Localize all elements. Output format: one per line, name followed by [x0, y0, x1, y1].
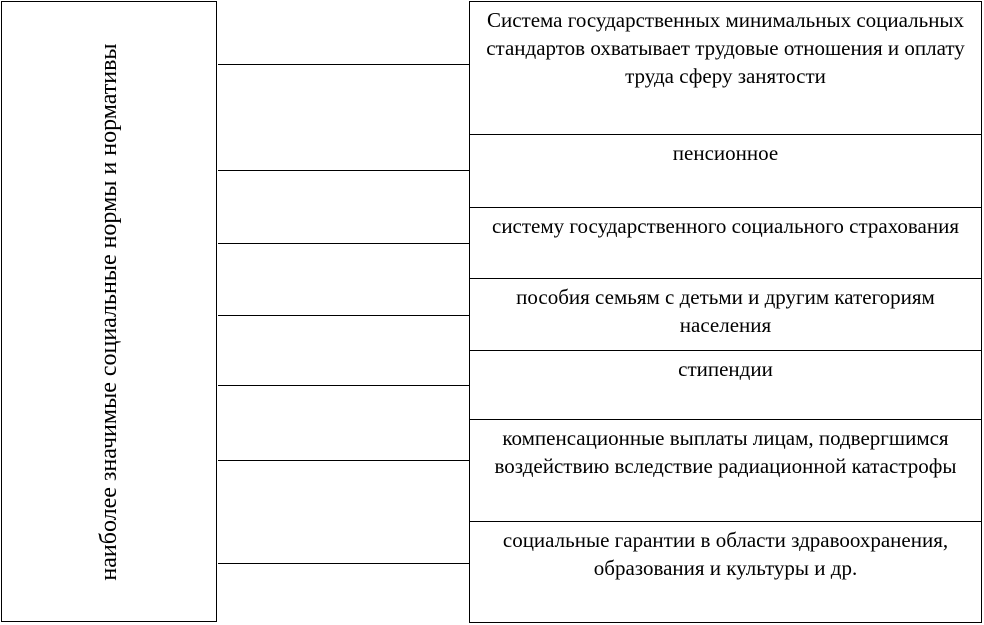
- connector-line-2: [218, 170, 469, 171]
- scholarships-text: стипендии: [678, 357, 773, 381]
- social-insurance-box: [469, 207, 982, 279]
- scholarships-box: [469, 350, 982, 420]
- connector-line-1: [218, 64, 469, 65]
- connector-line-7: [218, 563, 469, 564]
- family-benefits-box: [469, 278, 982, 351]
- root-node-label: наиболее значимые социальные нормы и нормативы: [96, 42, 122, 581]
- social-guarantees-text: социальные гарантии в области здравоохранения, образования и культуры и др.: [502, 528, 949, 580]
- root-node-box: [1, 1, 217, 622]
- standards-box: [469, 1, 982, 135]
- connector-line-3: [218, 243, 469, 244]
- family-benefits-text: пособия семьям с детьми и другим категориям населения: [516, 285, 935, 337]
- pension-box: [469, 134, 982, 208]
- connector-line-4: [218, 315, 469, 316]
- standards-text: Система государственных минимальных социальных стандартов охватывает трудовые отношения и оплату труда сферу занятости: [486, 8, 965, 88]
- radiation-compensation-text: компенсационные выплаты лицам, подвергшимся воздействию вследствие радиационной катастрофы: [494, 426, 957, 478]
- social-insurance-text: систему государственного социального страхования: [492, 214, 959, 238]
- connector-line-5: [218, 385, 469, 386]
- social-guarantees-box: [469, 521, 982, 623]
- pension-text: пенсионное: [672, 141, 779, 165]
- connector-line-6: [218, 460, 469, 461]
- radiation-compensation-box: [469, 419, 982, 522]
